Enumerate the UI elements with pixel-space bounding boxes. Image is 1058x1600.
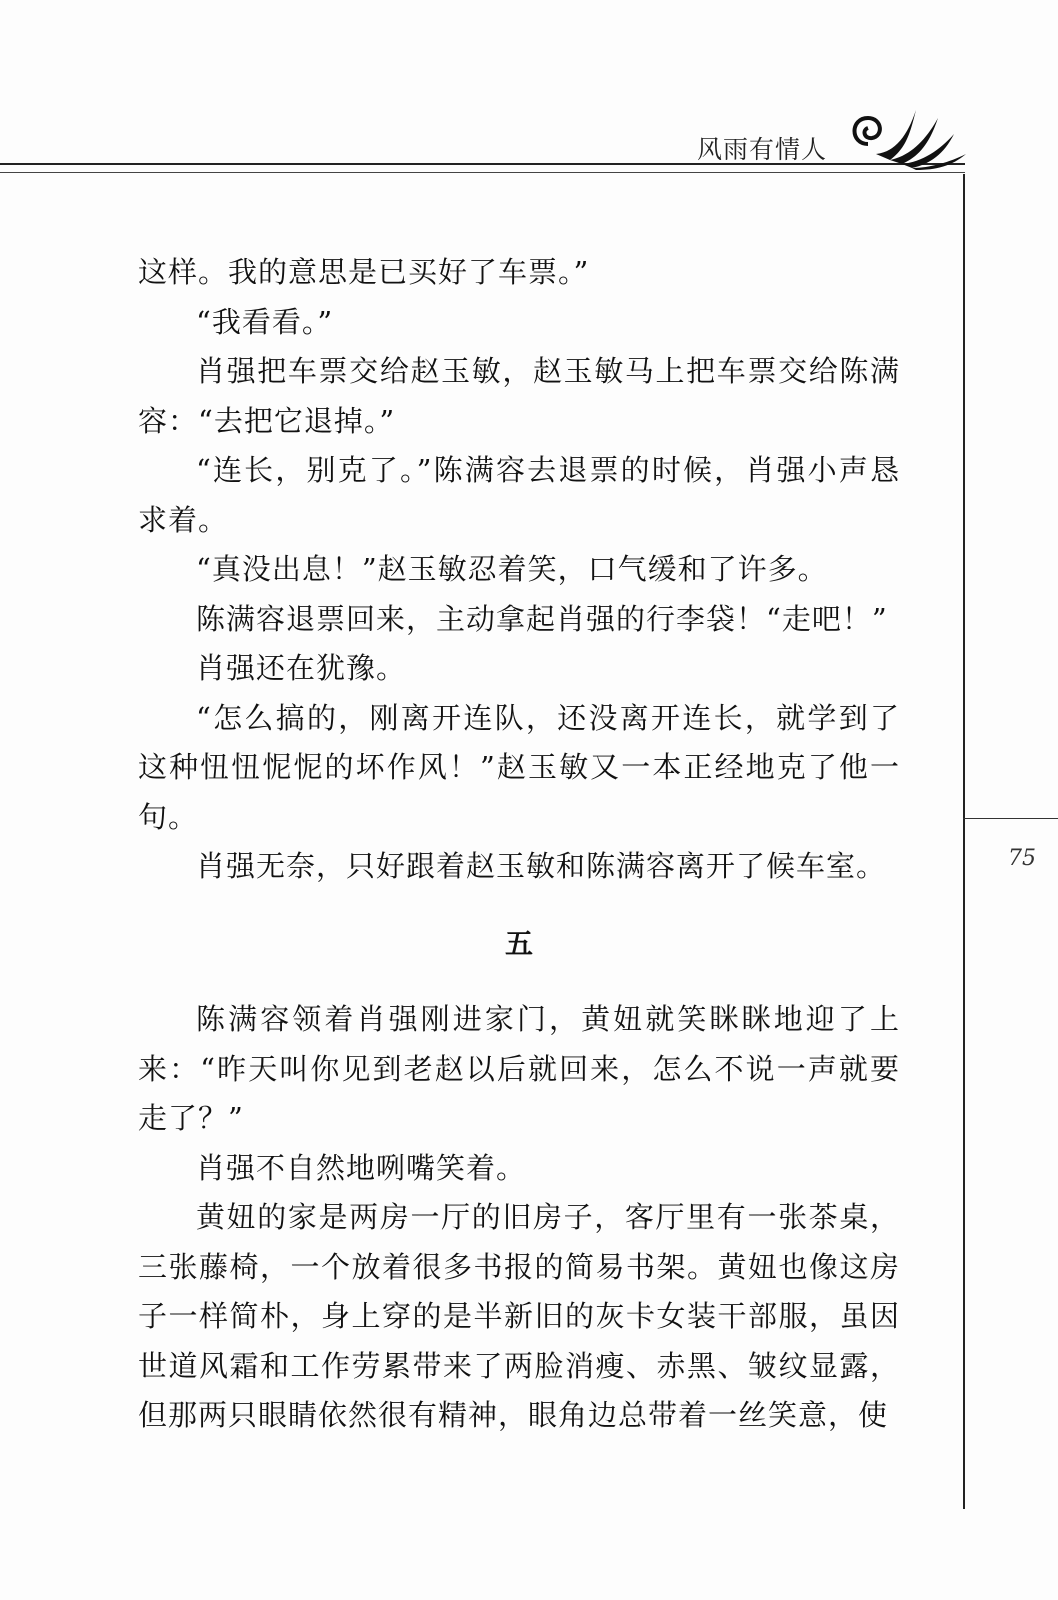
header-frame-line	[0, 172, 965, 173]
paragraph: 陈满容退票回来，主动拿起肖强的行李袋！“走吧！”	[196, 601, 888, 636]
paragraph: 肖强无奈，只好跟着赵玉敏和陈满容离开了候车室。	[196, 849, 887, 883]
page-number-rule	[963, 818, 1058, 819]
paragraph: 黄妞的家是两房一厅的旧房子，客厅里有一张茶桌，三张藤椅，一个放着很多书报的简易书架。黄妞也像这房子一样简朴，身上穿的是半新旧的灰卡女装干部服，虽因世道风霜和工作劳累带来了两脸消瘦、赤黑、皱纹显露，但那两只眼睛依然很有精神，眼角边总带着一丝笑意，使	[138, 1200, 900, 1432]
paragraph: 这样。我的意思是已买好了车票。”	[138, 255, 590, 289]
page-number: 75	[1008, 846, 1036, 871]
paragraph: “怎么搞的，刚离开连队，还没离开连长，就学到了这种忸忸怩怩的坏作风！”赵玉敏又一本正经地克了他一句。	[138, 700, 900, 834]
paragraph: 陈满容领着肖强刚进家门，黄妞就笑眯眯地迎了上来：“昨天叫你见到老赵以后就回来，怎么不说一声就要走了？”	[138, 1002, 900, 1135]
body-text	[138, 248, 900, 1441]
paragraph: “我看看。”	[196, 304, 334, 339]
swirl-leaf-ornament-icon	[846, 104, 966, 170]
section-heading: 五	[504, 926, 533, 960]
right-frame-line	[963, 174, 965, 1509]
paragraph: “真没出息！”赵玉敏忍着笑，口气缓和了许多。	[196, 552, 828, 586]
paragraph: 肖强还在犹豫。	[196, 651, 407, 685]
paragraph: 肖强把车票交给赵玉敏，赵玉敏马上把车票交给陈满容：“去把它退掉。”	[138, 354, 900, 438]
paragraph: “连长，别克了。”陈满容去退票的时候，肖强小声恳求着。	[138, 453, 900, 537]
paragraph: 肖强不自然地咧嘴笑着。	[196, 1150, 527, 1185]
running-title: 风雨有情人	[697, 135, 828, 164]
